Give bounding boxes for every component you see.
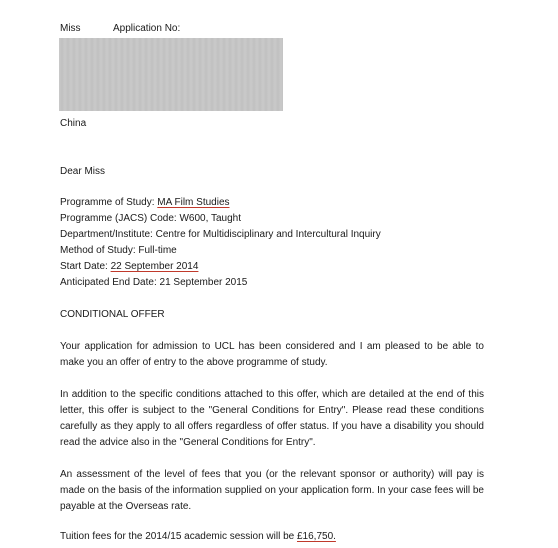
paragraph-fee-assessment: An assessment of the level of fees that you (or the relevant sponsor or authority) will pay is made on the basis of the information supplied on your application form. In your case fees will be payable at the Overseas rate.: [60, 469, 484, 512]
department-label: Department/Institute:: [60, 229, 156, 240]
tuition-text: Tuition fees for the 2014/15 academic session will be: [60, 531, 297, 542]
start-value: 22 September 2014: [110, 261, 199, 272]
start-date: [60, 261, 198, 272]
redacted-address-block: [59, 38, 283, 111]
programme-value: MA Film Studies: [157, 197, 230, 208]
method-of-study: [60, 245, 177, 256]
tuition-fees: [60, 531, 336, 542]
jacs-code: [60, 213, 241, 224]
application-number-label: Application No:: [113, 23, 181, 34]
jacs-label: Programme (JACS) Code:: [60, 213, 180, 224]
salutation-title: Miss: [60, 23, 81, 34]
department: [60, 229, 381, 240]
department-value: Centre for Multidisciplinary and Intercultural Inquiry: [155, 229, 381, 240]
programme-label: Programme of Study:: [60, 197, 158, 208]
end-label: Anticipated End Date:: [60, 277, 160, 288]
tuition-amount: £16,750.: [296, 531, 336, 542]
paragraph-general-conditions: In addition to the specific conditions attached to this offer, which are detailed at the end of this letter, this offer is subject to the "General Conditions for Entry". Please read these conditions carefully as they apply to all offers regardless of offer status. If you have a disability you should read the advice also in the "General Conditions for Entry".: [60, 389, 484, 448]
end-date: [60, 277, 247, 288]
greeting: Dear Miss: [60, 166, 106, 177]
end-value: 21 September 2015: [159, 277, 248, 288]
offer-heading: CONDITIONAL OFFER: [60, 309, 165, 320]
paragraph-admission: Your application for admission to UCL has been considered and I am pleased to be able to make you an offer of entry to the above programme of study.: [60, 341, 484, 368]
programme-of-study: [60, 197, 230, 208]
start-label: Start Date:: [60, 261, 111, 272]
method-label: Method of Study:: [60, 245, 139, 256]
jacs-value: W600, Taught: [179, 213, 242, 224]
method-value: Full-time: [138, 245, 177, 256]
address-country: China: [60, 118, 87, 129]
